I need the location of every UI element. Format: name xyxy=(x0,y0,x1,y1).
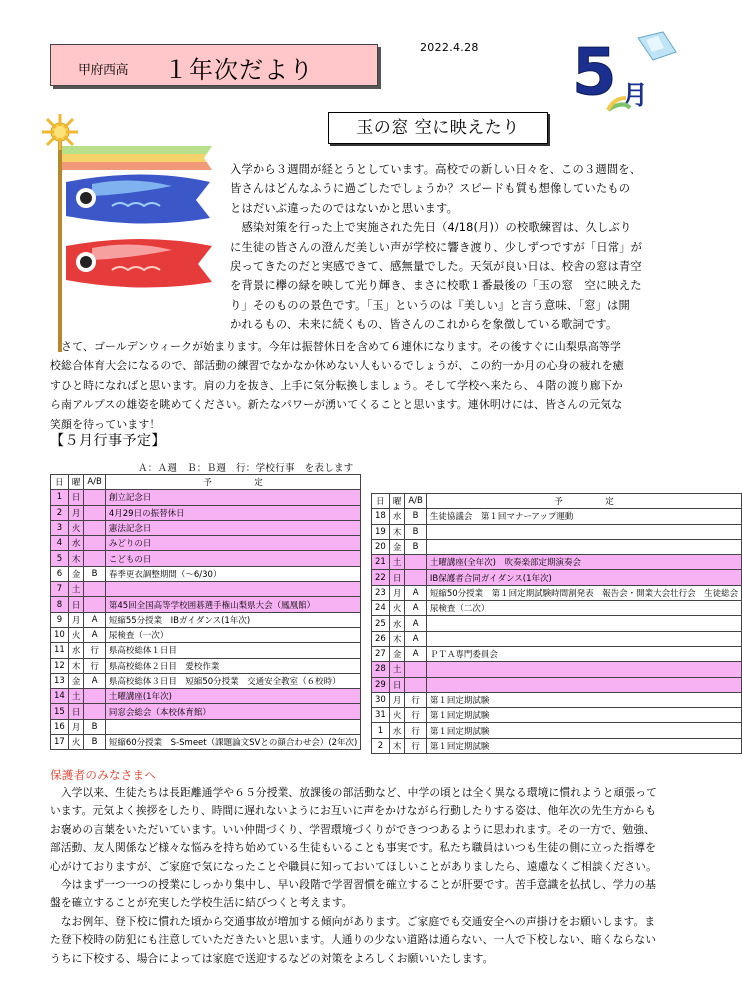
day-cell: 18 xyxy=(372,509,390,524)
day-cell: 15 xyxy=(51,704,69,719)
event-cell: 土曜講座(全年次) 吹奏楽部定期演奏会 xyxy=(426,555,741,570)
table-header-row xyxy=(372,494,742,509)
ab-cell: A xyxy=(405,631,427,646)
table-row xyxy=(51,582,361,597)
text-line: に生徒の皆さんの澄んだ美しい声が学校に響き渡り、少しずつですが「日常」が xyxy=(230,240,643,254)
text-line: ら南アルプスの雄姿を眺めてください。新たなパワーが湧いてくることと思います。連休明けには、皆さんの元気な xyxy=(50,398,623,412)
text-line: なお例年、登下校に慣れた頃から交通事故が増加する傾向があります。ご家庭でも交通安全への声掛けをお願いします。ま xyxy=(50,914,656,928)
wd-cell: 金 xyxy=(68,673,84,688)
event-cell: 第１回定期試験 xyxy=(426,723,741,738)
text-line: 入学から３週間が経とうとしています。高校での新しい日々を、この３週間を、 xyxy=(230,163,642,176)
golden-week-paragraph xyxy=(50,337,624,434)
text-line: 心がけておりますが、ご家庭で気になったことや職員に知っておいてほしいことがありましたら、遠慮なくご相談ください。 xyxy=(50,859,657,873)
table-header-row xyxy=(51,475,361,490)
day-cell: 28 xyxy=(372,662,390,677)
table-row xyxy=(51,612,361,627)
day-cell: 27 xyxy=(372,646,390,661)
ab-cell: 行 xyxy=(405,723,427,738)
text-line: 今はまず一つ一つの授業にしっかり集中し、早い段階で学習習慣を確立することが肝要です。苦手意識を払拭し、学力の基 xyxy=(50,878,657,892)
schedule-legend: Ａ：Ａ週 Ｂ：Ｂ週 行：学校行事 を表します xyxy=(138,463,354,474)
ab-cell xyxy=(405,677,427,692)
table-row xyxy=(372,539,742,554)
column-header: 予 定 xyxy=(105,475,361,490)
wd-cell: 日 xyxy=(68,704,84,719)
table-row xyxy=(51,505,361,520)
event-cell: 短縮60分授業 S-Smeet（課題論文SVとの顔合わせ会）(2年次) xyxy=(105,735,361,750)
ab-cell: B xyxy=(84,719,106,734)
ab-cell: B xyxy=(84,735,106,750)
column-header: A/B xyxy=(84,475,106,490)
day-cell: 6 xyxy=(51,566,69,581)
table-row xyxy=(51,719,361,734)
wd-cell: 日 xyxy=(68,597,84,612)
wd-cell: 日 xyxy=(389,570,405,585)
table-row xyxy=(51,627,361,642)
event-cell xyxy=(426,677,741,692)
column-header: 日 xyxy=(51,475,69,490)
event-cell xyxy=(105,719,361,734)
ab-cell: B xyxy=(84,566,106,581)
ab-cell xyxy=(405,662,427,677)
column-header: 予 定 xyxy=(426,494,741,509)
event-cell: みどりの日 xyxy=(105,536,361,551)
day-cell: 16 xyxy=(51,719,69,734)
table-row xyxy=(51,566,361,581)
issue-date: 2022.4.28 xyxy=(420,41,479,54)
ab-cell xyxy=(84,704,106,719)
table-row xyxy=(51,551,361,566)
day-cell: 2 xyxy=(372,738,390,753)
ab-cell: 行 xyxy=(405,738,427,753)
day-cell: 2 xyxy=(51,505,69,520)
text-line: すひと時になればと思います。肩の力を抜き、上手に気分転換しましょう。そして学校へ来たら、４階の渡り廊下か xyxy=(50,378,623,392)
wd-cell: 土 xyxy=(68,689,84,704)
day-cell: 30 xyxy=(372,692,390,707)
schedule-heading: 【５月行事予定】 xyxy=(50,433,166,449)
wd-cell: 木 xyxy=(68,658,84,673)
schedule-table-left xyxy=(50,474,361,750)
event-cell: 第１回定期試験 xyxy=(426,708,741,723)
table-row xyxy=(51,490,361,505)
day-cell: 5 xyxy=(51,551,69,566)
wd-cell: 水 xyxy=(389,616,405,631)
table-row xyxy=(51,704,361,719)
event-cell: 同窓会総会（本校体育館） xyxy=(105,704,361,719)
wd-cell: 月 xyxy=(68,612,84,627)
ab-cell: A xyxy=(84,612,106,627)
text-line: を背景に欅の緑を映して光り輝き、まさに校歌１番最後の「玉の窓 空に映えた xyxy=(230,279,642,293)
wd-cell: 木 xyxy=(389,738,405,753)
text-line: さて、ゴールデンウィークが始まります。今年は振替休日を含めて６連休になります。その後すぐに山梨県高等学 xyxy=(50,340,622,353)
table-row xyxy=(51,689,361,704)
ab-cell: A xyxy=(405,585,427,600)
day-cell: 10 xyxy=(51,627,69,642)
wd-cell: 火 xyxy=(389,601,405,616)
wd-cell: 木 xyxy=(389,631,405,646)
month-kanji: 月 xyxy=(622,81,649,111)
text-line: 校総合体育大会になるので、部活動の練習でなかなか休めない人もいるでしょうが、この約一か月の心身の疲れを癒 xyxy=(50,359,624,373)
day-cell: 1 xyxy=(372,723,390,738)
wd-cell: 金 xyxy=(389,539,405,554)
day-cell: 24 xyxy=(372,601,390,616)
day-cell: 25 xyxy=(372,616,390,631)
table-row xyxy=(51,520,361,535)
guardians-heading: 保護者のみなさまへ xyxy=(50,768,157,782)
wd-cell: 月 xyxy=(389,692,405,707)
wd-cell: 火 xyxy=(68,735,84,750)
day-cell: 26 xyxy=(372,631,390,646)
event-cell: 県高校総体１日目 xyxy=(105,643,361,658)
event-cell: 短縮50分授業 第１回定期試験時間割発表 報告会・開業大会壮行会 生徒総会 xyxy=(426,585,741,600)
day-cell: 9 xyxy=(51,612,69,627)
day-cell: 4 xyxy=(51,536,69,551)
day-cell: 11 xyxy=(51,643,69,658)
text-line: 戻ってきたのだと実感できて、感無量でした。天気が良い日は、校舎の窓は青空 xyxy=(230,260,642,274)
school-name: 甲府西高 xyxy=(78,63,129,78)
event-cell: 生徒協議会 第１回マナーアップ運動 xyxy=(426,509,741,524)
table-row xyxy=(51,673,361,688)
event-cell: 第45回全国高等学校囲碁選手権山梨県大会（鳳凰館） xyxy=(105,597,361,612)
event-cell: 土曜講座(1年次) xyxy=(105,689,361,704)
wd-cell: 水 xyxy=(389,723,405,738)
event-cell: 尿検査（二次） xyxy=(426,601,741,616)
ab-cell xyxy=(84,490,106,505)
ab-cell xyxy=(84,551,106,566)
event-cell xyxy=(426,539,741,554)
table-row xyxy=(372,616,742,631)
event-cell: 尿検査（一次） xyxy=(105,627,361,642)
ab-cell xyxy=(84,597,106,612)
table-row xyxy=(51,735,361,750)
column-header: 曜 xyxy=(389,494,405,509)
day-cell: 21 xyxy=(372,555,390,570)
text-line: 感染対策を行った上で実施された先日（4/18(月)）の校歌練習は、久しぶり xyxy=(230,221,632,235)
table-row xyxy=(372,524,742,539)
column-header: A/B xyxy=(405,494,427,509)
ab-cell: A xyxy=(405,616,427,631)
event-cell: 短縮55分授業 IBガイダンス(1年次) xyxy=(105,612,361,627)
table-row xyxy=(51,658,361,673)
wd-cell: 土 xyxy=(68,582,84,597)
wd-cell: 木 xyxy=(68,551,84,566)
day-cell: 12 xyxy=(51,658,69,673)
ab-cell xyxy=(84,536,106,551)
wd-cell: 水 xyxy=(68,536,84,551)
day-cell: 13 xyxy=(51,673,69,688)
text-line: 笑顔を待っています！ xyxy=(50,417,161,431)
event-cell: 県高校総体２日目 愛校作業 xyxy=(105,658,361,673)
event-cell xyxy=(426,631,741,646)
table-row xyxy=(372,601,742,616)
day-cell: 17 xyxy=(51,735,69,750)
wd-cell: 木 xyxy=(389,524,405,539)
wd-cell: 火 xyxy=(68,520,84,535)
table-row xyxy=(372,677,742,692)
koinobori-carp-icon xyxy=(22,112,222,352)
event-cell: 春季更衣調整期間（～6/30） xyxy=(105,566,361,581)
ab-cell xyxy=(84,582,106,597)
text-line: 皆さんはどんなふうに過ごしたでしょうか？スピードも質も想像していたもの xyxy=(230,182,631,196)
page-title: １年次だより xyxy=(164,56,314,84)
wd-cell: 月 xyxy=(389,585,405,600)
table-row xyxy=(372,555,742,570)
day-cell: 29 xyxy=(372,677,390,692)
text-line: 入学以来、生徒たちは長距離通学や６５分授業、放課後の部活動など、中学の頃とは全く異なる環境に慣れようと頑張って xyxy=(50,786,657,799)
event-cell: IB保護者合同ガイダンス(1年次) xyxy=(426,570,741,585)
event-cell xyxy=(426,662,741,677)
table-row xyxy=(372,570,742,585)
event-cell: 県高校総体３日目 短縮50分授業 交通安全教室（６校時） xyxy=(105,673,361,688)
ab-cell: B xyxy=(405,539,427,554)
wd-cell: 火 xyxy=(68,627,84,642)
table-row xyxy=(372,585,742,600)
table-row xyxy=(51,536,361,551)
ab-cell: A xyxy=(84,673,106,688)
table-row xyxy=(372,646,742,661)
wd-cell: 水 xyxy=(68,643,84,658)
ab-cell xyxy=(405,570,427,585)
day-cell: 20 xyxy=(372,539,390,554)
text-line: 盤を確立することが充実した学校生活に結びつくと考えます。 xyxy=(50,896,353,910)
table-row xyxy=(372,509,742,524)
event-cell xyxy=(426,524,741,539)
wd-cell: 金 xyxy=(389,646,405,661)
wd-cell: 土 xyxy=(389,555,405,570)
event-cell: 憲法記念日 xyxy=(105,520,361,535)
wd-cell: 月 xyxy=(68,505,84,520)
text-line: 部活動、友人関係など様々な悩みを持ち始めている生徒もいることも事実です。私たち職員はいつも生徒の側に立った指導を xyxy=(50,841,657,855)
wd-cell: 金 xyxy=(68,566,84,581)
column-header: 曜 xyxy=(68,475,84,490)
subtitle-box: 玉の窓 空に映えたり xyxy=(328,112,548,144)
ab-cell: B xyxy=(405,524,427,539)
ab-cell: 行 xyxy=(84,658,106,673)
event-cell: 第１回定期試験 xyxy=(426,738,741,753)
day-cell: 14 xyxy=(51,689,69,704)
event-cell xyxy=(426,616,741,631)
day-cell: 22 xyxy=(372,570,390,585)
column-header: 日 xyxy=(372,494,390,509)
day-cell: 7 xyxy=(51,582,69,597)
text-line: います。元気よく挨拶をしたり、時間に遅れないようにお互いに声をかけながら行動したりする姿は、他年次の先生方からも xyxy=(50,804,657,818)
wd-cell: 日 xyxy=(68,490,84,505)
table-row xyxy=(372,723,742,738)
wd-cell: 土 xyxy=(389,662,405,677)
schedule-table-right xyxy=(371,493,742,754)
day-cell: 8 xyxy=(51,597,69,612)
event-cell xyxy=(105,582,361,597)
table-row xyxy=(51,597,361,612)
table-row xyxy=(372,738,742,753)
ab-cell xyxy=(405,555,427,570)
month-number: 5 xyxy=(572,36,617,110)
text-line: かれるもの、未来に続くもの、皆さんのこれからを象徴している歌詞です。 xyxy=(230,318,618,332)
text-line: り」そのものの景色です。「玉」というのは『美しい』と言う意味、「窓」は開 xyxy=(230,298,630,312)
day-cell: 19 xyxy=(372,524,390,539)
ab-cell: A xyxy=(84,627,106,642)
wd-cell: 火 xyxy=(389,708,405,723)
ab-cell: A xyxy=(405,646,427,661)
text-line: とはだいぶ違ったのではないかと思います。 xyxy=(230,201,459,215)
ab-cell: 行 xyxy=(405,692,427,707)
wd-cell: 日 xyxy=(389,677,405,692)
day-cell: 3 xyxy=(51,520,69,535)
table-row xyxy=(372,631,742,646)
text-line: た登下校時の防犯にも注意していただきたいと思います。人通りの少ない道路は通らない、一人で下校しない、暗くならない xyxy=(50,933,657,947)
ab-cell xyxy=(84,505,106,520)
event-cell: ＰＴＡ専門委員会 xyxy=(426,646,741,661)
ab-cell: B xyxy=(405,509,427,524)
day-cell: 23 xyxy=(372,585,390,600)
ab-cell: 行 xyxy=(405,708,427,723)
table-row xyxy=(372,662,742,677)
ab-cell: 行 xyxy=(84,643,106,658)
guardians-paragraph xyxy=(50,784,657,968)
event-cell: 第１回定期試験 xyxy=(426,692,741,707)
table-row xyxy=(372,692,742,707)
event-cell: こどもの日 xyxy=(105,551,361,566)
text-line: お褒めの言葉をいただいています。いい仲間づくり、学習環境づくりができつつあるように思われます。その一方で、勉強、 xyxy=(50,822,655,836)
event-cell: 4月29日の振替休日 xyxy=(105,505,361,520)
wd-cell: 月 xyxy=(68,719,84,734)
wd-cell: 水 xyxy=(389,509,405,524)
intro-paragraph xyxy=(230,160,642,335)
day-cell: 31 xyxy=(372,708,390,723)
ab-cell xyxy=(84,520,106,535)
event-cell: 創立記念日 xyxy=(105,490,361,505)
table-row xyxy=(51,643,361,658)
table-row xyxy=(372,708,742,723)
day-cell: 1 xyxy=(51,490,69,505)
ab-cell xyxy=(84,689,106,704)
ab-cell: A xyxy=(405,601,427,616)
may-month-icon xyxy=(568,30,678,115)
text-line: うちに下校する、場合によっては家庭で送迎するなどの対策をよろしくお願いいたします。 xyxy=(50,951,494,965)
